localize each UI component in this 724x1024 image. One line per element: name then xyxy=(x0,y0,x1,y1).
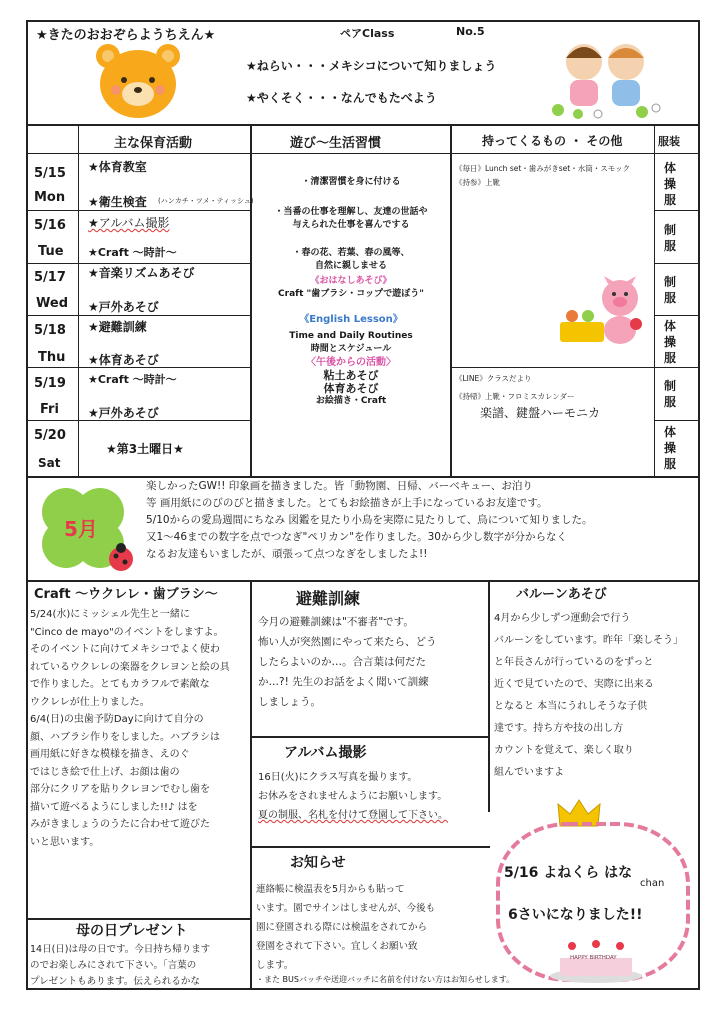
month-title: 5月 xyxy=(64,517,98,541)
birthday-name: 5/16 よねくら はな xyxy=(504,865,633,881)
balloon-line: バルーンをしています。昨年「楽しそう」 xyxy=(494,635,683,646)
row-day: Tue xyxy=(38,244,64,259)
notice-line: います。園でサインはしませんが、今後も xyxy=(256,903,436,914)
evac-title: 避難訓練 xyxy=(296,589,361,608)
row-day: Wed xyxy=(36,296,68,311)
bring-shoes: 《持参》上靴 xyxy=(455,178,500,187)
play-text: Time and Daily Routines xyxy=(289,331,413,341)
row-line xyxy=(26,315,251,316)
play-text: ・春の花、若葉、春の風等、 xyxy=(292,248,410,258)
row-line xyxy=(654,210,700,211)
craft-line: "Cinco de mayo"のイベントをしますよ。 xyxy=(30,626,224,638)
play-text: お絵描き・Craft xyxy=(315,396,387,406)
aim-text: ★ねらい・・・メキシコについて知りましょう xyxy=(246,59,497,73)
pig-with-toothbrush-icon xyxy=(558,276,650,348)
craft-line: 顔、ハブラシ作りをしました。ハブラシは xyxy=(30,731,220,743)
mothers-day-line: プレゼントもあります。伝えられるかな xyxy=(30,976,200,987)
album-line: 16日(火)にクラス写真を撮ります。 xyxy=(258,772,418,783)
row-line xyxy=(654,263,700,264)
row-activity-2: ★体育あそび xyxy=(88,353,159,367)
row-line xyxy=(450,367,655,368)
play-text: 《English Lesson》 xyxy=(299,314,403,325)
balloon-line: カウントを覚えて、楽しく取り xyxy=(494,745,634,756)
play-text: 時間とスケジュール xyxy=(310,344,392,354)
craft-line: れているウクレレの楽器をクレヨンと絵の具 xyxy=(30,661,230,673)
craft-line: 5/24(水)にミッシェル先生と一緒に xyxy=(30,609,190,620)
row-activity-1: ★Craft ～時計～ xyxy=(88,373,177,386)
craft-line: 画用紙に好きな模様を描き、えのぐ xyxy=(30,749,190,760)
balloon-body xyxy=(494,608,698,784)
row-date: 5/20 xyxy=(34,428,66,443)
row-clothes: 体操服 xyxy=(664,161,677,207)
month-line: 5/10からの愛鳥週間にちなみ 図鑑を見たり小鳥を実際に見たりして、鳥について知りました。 xyxy=(146,514,593,526)
evac-line: しましょう。 xyxy=(258,696,321,708)
row-date: 5/16 xyxy=(34,218,66,233)
section-divider xyxy=(250,846,490,848)
table-header-line xyxy=(26,153,700,154)
balloon-line: 近くで見ていたので、実際に出来る xyxy=(494,679,654,690)
column-divider xyxy=(250,580,252,990)
row-clothes: 制服 xyxy=(664,223,677,253)
bear-face-icon xyxy=(90,40,186,122)
balloon-title: バルーンあそび xyxy=(516,587,607,602)
craft-line: ではじき絵で仕上げ、お顔は歯の xyxy=(30,766,180,778)
row-activity-note: (ハンカチ・ツメ・ティッシュ) xyxy=(158,197,254,205)
craft-line: いと思います。 xyxy=(30,836,100,848)
row-activity-2: ★衛生検査 xyxy=(88,195,147,209)
mothers-day-line: 14日(日)は母の日です。今日持ち帰ります xyxy=(30,944,211,955)
row-day: Thu xyxy=(38,350,66,365)
play-text: 〈午後からの活動〉 xyxy=(306,357,396,368)
bring-daily: 《毎日》Lunch set・歯みがきset・水筒・スモック xyxy=(455,164,631,173)
row-line xyxy=(26,210,251,211)
play-text: 《おはなしあそび》 xyxy=(310,276,392,286)
school-name: ★きたのおおぞらようちえん★ xyxy=(36,28,216,43)
section-divider xyxy=(250,736,490,738)
row-clothes: 制服 xyxy=(664,379,677,409)
month-line: 楽しかったGW!! 印象画を描きました。皆「動物園、日帰、バーベキュー、お泊り xyxy=(146,480,533,492)
row-activity-1: ★第3土曜日★ xyxy=(106,442,184,456)
craft-line: そのイベントに向けてメキシコでよく使わ xyxy=(30,644,220,655)
cake-text: HAPPY BIRTHDAY xyxy=(570,955,617,961)
play-text: 粘土あそび xyxy=(323,369,379,382)
play-text: 自然に親しませる xyxy=(314,261,387,271)
birthday-age: 6さいになりました!! xyxy=(508,907,643,923)
craft-line: 描いて遊べるようにしました!!♪ はを xyxy=(30,801,198,813)
craft-line: 部分にクリアを貼りクレヨンでむし歯を xyxy=(30,784,210,795)
play-text: ・清潔習慣を身に付ける xyxy=(301,177,401,187)
issue-number: No.5 xyxy=(456,25,485,38)
row-date: 5/15 xyxy=(34,166,66,181)
row-date: 5/17 xyxy=(34,270,66,285)
month-line: 又1～46までの数字を点でつなぎ"ペリカン"を作りました。30から少し数字が分からなく xyxy=(146,531,567,543)
month-line: 等 画用紙にのびのびと描きました。とてもお絵描きが上手になっているお友達です。 xyxy=(146,497,548,509)
balloon-line: 4月から少しずつ運動会で行う xyxy=(494,613,631,624)
row-date: 5/18 xyxy=(34,323,66,338)
balloon-line: と年長さんが行っているのをずっと xyxy=(494,657,654,668)
row-day: Sat xyxy=(38,456,61,470)
balloon-line: 組んでいますよ xyxy=(494,767,564,778)
row-activity-1: ★アルバム撮影 xyxy=(88,216,170,230)
row-activity-2: ★戸外あそび xyxy=(88,300,159,314)
row-activity-2: ★戸外あそび xyxy=(88,406,159,420)
album-line: お休みをされませんようにお願いします。 xyxy=(258,791,448,802)
craft-line: ウクレレが仕上りました。 xyxy=(30,696,150,708)
notice-line: 登園をされて下さい。宜しくお願い致 xyxy=(256,941,418,952)
promise-text: ★やくそく・・・なんでもたべよう xyxy=(246,91,437,105)
mothers-day-body xyxy=(30,942,248,990)
evac-line: か…?! 先生のお話をよく聞いて訓練 xyxy=(258,676,429,688)
section-divider xyxy=(26,580,700,582)
play-text: 与えられた仕事を喜んでする xyxy=(292,220,410,230)
craft-title: Craft ～ウクレレ・歯ブラシ～ xyxy=(34,587,218,602)
col-line xyxy=(450,124,452,476)
play-column xyxy=(252,176,450,408)
album-body xyxy=(258,768,486,825)
birthday-chan: chan xyxy=(640,878,665,889)
notice-footnote: ・また BUSバッチや送迎バッチに名前を付けない方はお知らせします。 xyxy=(256,975,515,984)
play-text: 体育あそび xyxy=(323,382,379,395)
row-activity-1: ★避難訓練 xyxy=(88,320,147,334)
row-date: 5/19 xyxy=(34,376,66,391)
ladybug-icon xyxy=(104,542,138,572)
row-clothes: 制服 xyxy=(664,275,677,305)
col-header-play: 遊び～生活習慣 xyxy=(290,136,382,151)
header-divider xyxy=(26,124,700,126)
row-day: Mon xyxy=(34,190,66,205)
mothers-day-line: のでお楽しみにされて下さい。「言葉の xyxy=(30,960,197,971)
row-activity-1: ★音楽リズムあそび xyxy=(88,266,195,280)
children-illustration-icon xyxy=(548,36,664,120)
album-title: アルバム撮影 xyxy=(284,745,367,761)
craft-line: で作りました。とてもカラフルで素敵な xyxy=(30,679,210,690)
month-report xyxy=(146,478,593,563)
row-day: Fri xyxy=(40,402,59,417)
col-header-bring: 持ってくるもの ・ その他 xyxy=(482,134,623,148)
col-line xyxy=(78,124,79,476)
balloon-line: 達です。持ち方や技の出し方 xyxy=(494,723,624,734)
notice-line: 連絡帳に検温表を5月からも貼って xyxy=(256,884,405,895)
craft-line: みがきましょうのうたに合わせて遊びた xyxy=(30,819,210,830)
col-line xyxy=(654,124,655,476)
craft-body xyxy=(30,606,248,851)
play-text: ・当番の仕事を理解し、友達の世話や xyxy=(274,207,428,217)
play-text: Craft "歯ブラシ・コップで遊ぼう" xyxy=(278,289,424,299)
col-header-clothes: 服装 xyxy=(658,135,680,148)
bring-line: 《LINE》クラスだより xyxy=(455,374,532,383)
album-line: 夏の制服、名札を付けて登園して下さい。 xyxy=(258,810,448,821)
row-line xyxy=(654,420,700,421)
row-activity-2: ★Craft ～時計～ xyxy=(88,246,177,259)
month-line: なるお友達もいましたが、頑張って点つなぎをしましたよ!! xyxy=(146,548,428,560)
balloon-line: となると 本当にうれしそうな子供 xyxy=(494,701,648,712)
row-clothes: 体操服 xyxy=(664,425,677,471)
class-name: ペアClass xyxy=(340,27,395,40)
column-divider xyxy=(488,580,490,812)
notice-line: します。 xyxy=(256,960,294,971)
notice-title: お知らせ xyxy=(290,855,346,871)
evac-line: 怖い人が突然園にやって来たら、どう xyxy=(258,636,437,648)
row-line xyxy=(654,315,700,316)
evac-body xyxy=(258,612,486,712)
bring-takehome: 《持帰》上靴・フロミスカレンダー xyxy=(455,392,575,401)
evac-line: したらよいのか…。合言葉は何だた xyxy=(258,656,426,668)
row-activity-1: ★体育教室 xyxy=(88,160,147,174)
row-line xyxy=(654,367,700,368)
mothers-day-title: 母の日プレゼント xyxy=(76,923,188,939)
craft-line: 6/4(日)の虫歯予防Dayに向けて自分の xyxy=(30,714,204,725)
row-clothes: 体操服 xyxy=(664,319,677,365)
col-header-activities: 主な保育活動 xyxy=(114,136,193,151)
bring-music: 楽譜、鍵盤ハーモニカ xyxy=(480,406,601,420)
evac-line: 今月の避難訓練は"不審者"です。 xyxy=(258,616,414,628)
notice-line: 園に登園される際には検温をされてから xyxy=(256,922,428,933)
notice-body xyxy=(256,880,488,975)
